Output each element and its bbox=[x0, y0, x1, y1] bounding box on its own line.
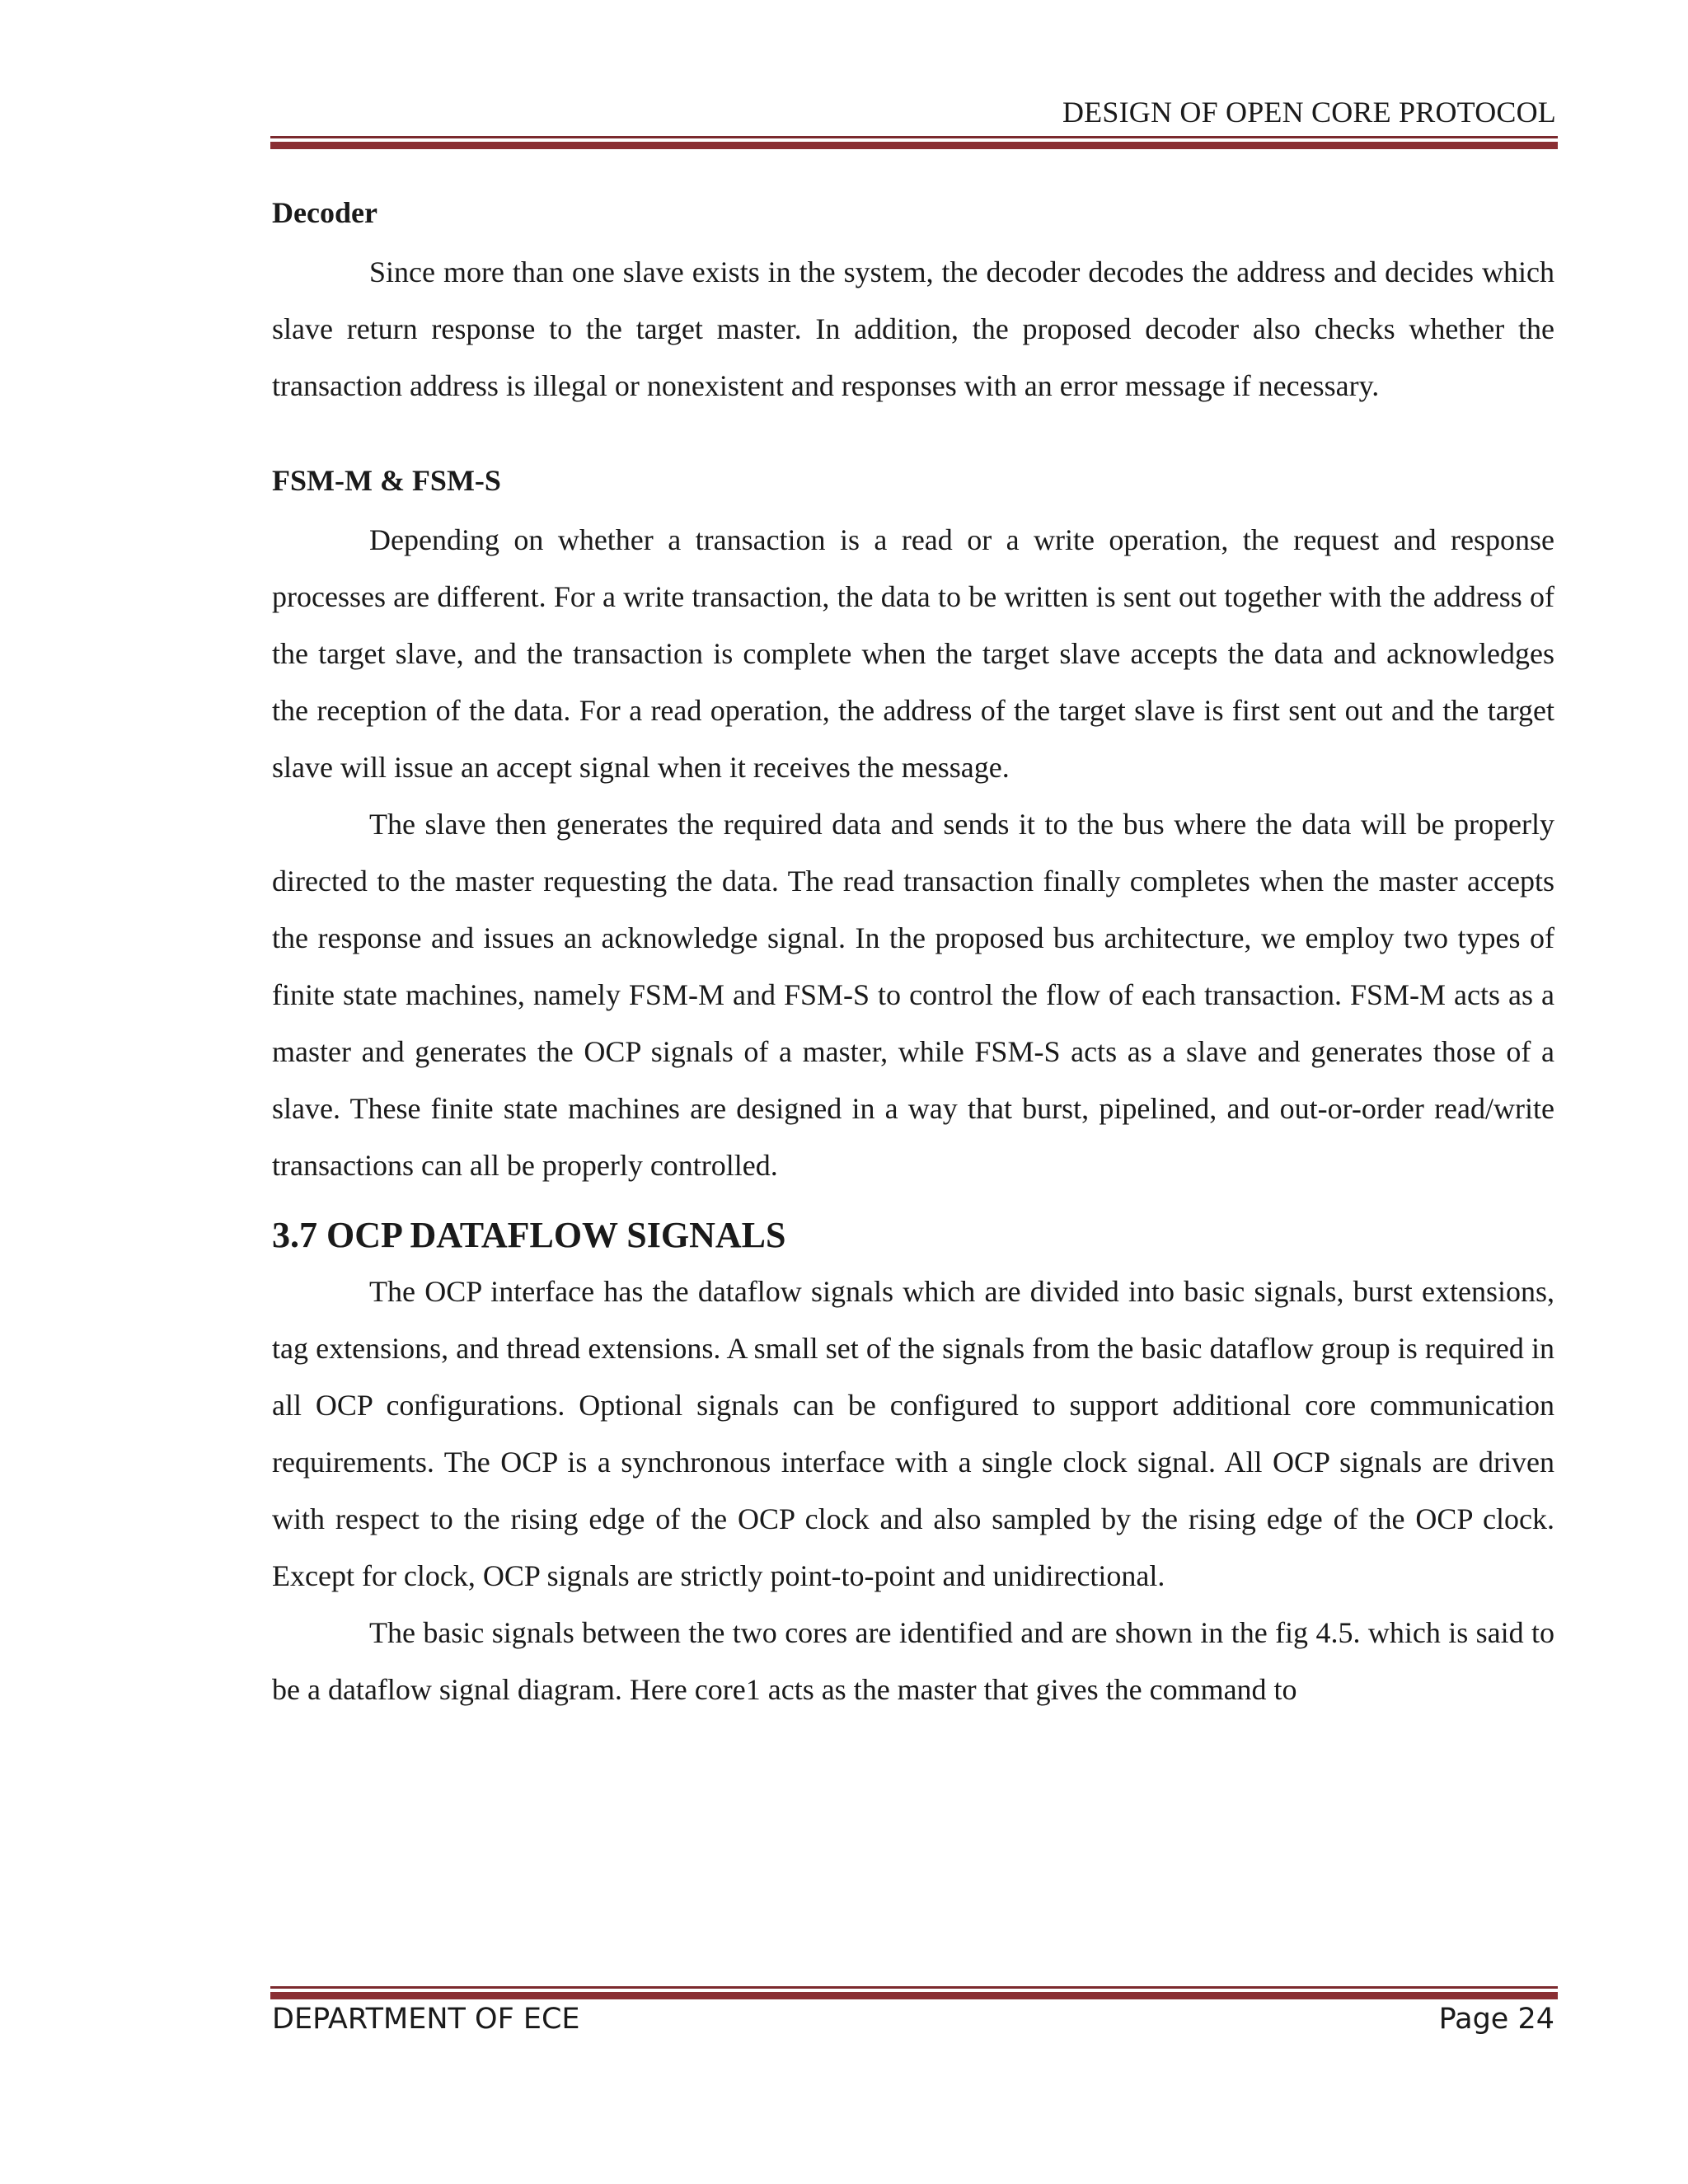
page-content bbox=[272, 193, 1554, 1718]
dataflow-section-title: 3.7 OCP DATAFLOW SIGNALS bbox=[272, 1215, 786, 1255]
dataflow-paragraph-2: The basic signals between the two cores are identified and are shown in the fig 4.5. which is said to be a dataflow signal diagram. Here core1 acts as the master that gives the command to bbox=[272, 1616, 1554, 1706]
dataflow-paragraph-1: The OCP interface has the dataflow signals which are divided into basic signals, burst extensions, tag extensions, and thread extensions. A small set of the signals from the basic dataflow group is required in all OCP configurations. Optional signals can be configured to support additional core communication requirements. The OCP is a synchronous interface with a single clock signal. All OCP signals are driven with respect to the rising edge of the OCP clock and also sampled by the rising edge of the OCP clock. Except for clock, OCP signals are strictly point-to-point and unidirectional. bbox=[272, 1275, 1554, 1592]
decoder-paragraph: Since more than one slave exists in the system, the decoder decodes the address and decides which slave return response to the target master. In addition, the proposed decoder also checks whether the transaction address is illegal or nonexistent and responses with an error message if necessary. bbox=[272, 255, 1554, 402]
fsm-paragraph-2: The slave then generates the required data and sends it to the bus where the data will be properly directed to the master requesting the data. The read transaction finally completes when the master accepts the response and issues an acknowledge signal. In the proposed bus architecture, we employ two types of finite state machines, namely FSM-M and FSM-S to control the flow of each transaction. FSM-M acts as a master and generates the OCP signals of a master, while FSM-S acts as a slave and generates those of a slave. These finite state machines are designed in a way that burst, pipelined, and out-or-order read/write transactions can all be properly controlled. bbox=[272, 808, 1554, 1182]
fsm-heading: FSM-M & FSM-S bbox=[272, 464, 501, 497]
page-footer bbox=[272, 1999, 1554, 2039]
footer-department: DEPARTMENT OF ECE bbox=[272, 2003, 580, 2036]
fsm-paragraph-1: Depending on whether a transaction is a read or a write operation, the request and response processes are different. For a write transaction, the data to be written is sent out together with the address of the target slave, and the transaction is complete when the target slave accepts the data and acknowledges the reception of the data. For a read operation, the address of the target slave is first sent out and the target slave will issue an accept signal when it receives the message. bbox=[272, 523, 1554, 784]
running-header: DESIGN OF OPEN CORE PROTOCOL bbox=[1062, 96, 1556, 129]
footer-rule bbox=[270, 1986, 1558, 1999]
header-rule bbox=[270, 136, 1558, 149]
footer-page-number: Page 24 bbox=[1438, 2003, 1554, 2036]
decoder-heading: Decoder bbox=[272, 196, 377, 229]
